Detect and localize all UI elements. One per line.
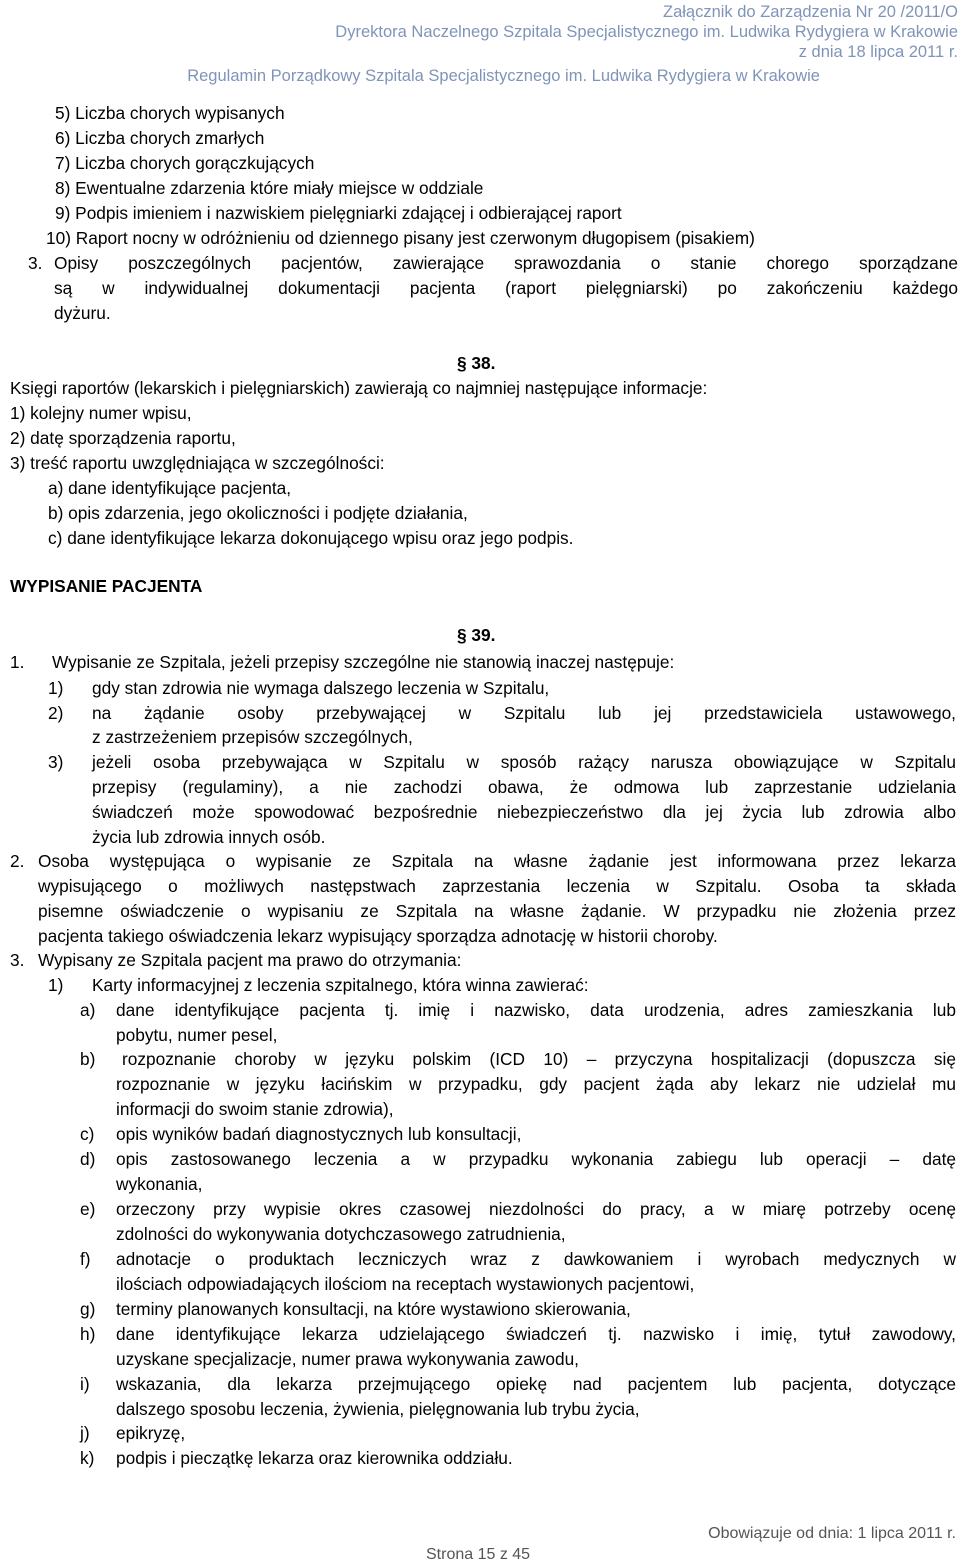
letter-item-text: wykonania, bbox=[116, 1174, 203, 1194]
list-item: 10) Raport nocny w odróżnieniu od dziennego pisany jest czerwonym długopisem (pisakiem) bbox=[46, 228, 755, 248]
paragraph-line: wypisującego o możliwych następstwach zaprzestania leczenia w Szpitalu. Osoba ta składa bbox=[38, 876, 956, 896]
sub-point-text: z zastrzeżeniem przepisów szczególnych, bbox=[92, 727, 413, 747]
letter-item-text: zdolności do wykonywania dotychczasowego zatrudnienia, bbox=[116, 1224, 566, 1244]
letter-item-text: ilościach odpowiadających ilościom na receptach wystawionych pacjentowi, bbox=[116, 1274, 695, 1294]
letter-item-text: dane identyfikujące lekarza udzielającego świadczeń tj. nazwisko i imię, tytuł zawodowy, bbox=[116, 1324, 956, 1344]
letter-item-text: rozpoznanie choroby w języku polskim (ICD 10) – przyczyna hospitalizacji (dopuszcza się bbox=[122, 1049, 956, 1069]
letter-item-text: opis zastosowanego leczenia a w przypadku wykonania zabiegu lub operacji – datę bbox=[116, 1149, 956, 1169]
letter-item-text: pobytu, numer pesel, bbox=[116, 1025, 278, 1045]
letter-item-text: orzeczony przy wypisie okres czasowej niezdolności do pracy, a w miarę potrzeby ocenę bbox=[116, 1199, 956, 1219]
paragraph-line: są w indywidualnej dokumentacji pacjenta (raport pielęgniarski) po zakończeniu każdego bbox=[54, 278, 958, 298]
letter-item-text: dalszego sposobu leczenia, żywienia, pielęgnowania lub trybu życia, bbox=[116, 1399, 640, 1419]
list-item: 5) Liczba chorych wypisanych bbox=[55, 103, 285, 123]
letter-item-marker: i) bbox=[80, 1374, 90, 1394]
letter-item-marker: j) bbox=[80, 1423, 90, 1443]
sub-point-text: życia lub zdrowia innych osób. bbox=[92, 827, 326, 847]
letter-item-marker: g) bbox=[80, 1299, 96, 1319]
header-date-line: z dnia 18 lipca 2011 r. bbox=[798, 43, 958, 61]
point-number: 1. bbox=[10, 652, 25, 672]
section-38-title: § 38. bbox=[457, 353, 496, 373]
point-number: 3. bbox=[10, 950, 25, 970]
letter-item-marker: b) bbox=[80, 1049, 96, 1069]
letter-item-text: dane identyfikujące pacjenta tj. imię i nazwisko, data urodzenia, adres zamieszkania lub bbox=[116, 1000, 956, 1020]
letter-item-text: epikryzę, bbox=[116, 1423, 186, 1443]
sub-point-text: przepisy (regulaminy), a nie zachodzi obawa, że odmowa lub zaprzestanie udzielania bbox=[92, 777, 956, 797]
footer-page-number: Strona 15 z 45 bbox=[426, 1546, 531, 1563]
section-38-intro: Księgi raportów (lekarskich i pielęgniarskich) zawierają co najmniej następujące informacje: bbox=[10, 378, 708, 398]
sub-point-number: 2) bbox=[48, 703, 64, 723]
footer-effective-date: Obowiązuje od dnia: 1 lipca 2011 r. bbox=[708, 1525, 956, 1542]
list-item: 8) Ewentualne zdarzenia które miały miejsce w oddziale bbox=[55, 178, 484, 198]
sub-point-text: na żądanie osoby przebywającej w Szpitalu lub jej przedstawiciela ustawowego, bbox=[92, 703, 956, 723]
letter-item-text: terminy planowanych konsultacji, na które wystawiono skierowania, bbox=[116, 1299, 631, 1319]
list-item: c) dane identyfikujące lekarza dokonującego wpisu oraz jego podpis. bbox=[48, 528, 574, 548]
paragraph-line: pacjenta takiego oświadczenia lekarz wypisujący sporządza adnotację w historii choroby. bbox=[38, 926, 718, 946]
letter-item-marker: k) bbox=[80, 1448, 95, 1468]
letter-item-marker: d) bbox=[80, 1149, 96, 1169]
letter-item-marker: a) bbox=[80, 1000, 96, 1020]
letter-item-marker: h) bbox=[80, 1324, 96, 1344]
paragraph-line: Wypisany ze Szpitala pacjent ma prawo do otrzymania: bbox=[38, 950, 462, 970]
paragraph-line: Osoba występująca o wypisanie ze Szpitala na własne żądanie jest informowana przez lekarza bbox=[38, 851, 956, 871]
list-item: 6) Liczba chorych zmarłych bbox=[55, 128, 265, 148]
sub-point-text: jeżeli osoba przebywająca w Szpitalu w sposób rażący narusza obowiązujące w Szpitalu bbox=[92, 752, 956, 772]
sub-point-text: Karty informacyjnej z leczenia szpitalnego, która winna zawierać: bbox=[92, 975, 589, 995]
letter-item-text: adnotacje o produktach leczniczych wraz z dawkowaniem i wyrobach medycznych w bbox=[116, 1249, 956, 1269]
point-number: 3. bbox=[28, 253, 43, 273]
list-item: 7) Liczba chorych gorączkujących bbox=[55, 153, 315, 173]
list-item: 1) kolejny numer wpisu, bbox=[10, 403, 192, 423]
header-regulation-title: Regulamin Porządkowy Szpitala Specjalistycznego im. Ludwika Rydygiera w Krakowie bbox=[187, 67, 820, 85]
list-item: 9) Podpis imieniem i nazwiskiem pielęgniarki zdającej i odbierającej raport bbox=[55, 203, 622, 223]
paragraph-line: pisemne oświadczenie o wypisaniu ze Szpitala na własne żądanie. W przypadku nie złożenia przez bbox=[38, 901, 956, 921]
list-item: 3) treść raportu uwzględniająca w szczególności: bbox=[10, 453, 385, 473]
header-annex-line: Załącznik do Zarządzenia Nr 20 /2011/O bbox=[662, 3, 958, 21]
letter-item-marker: c) bbox=[80, 1124, 95, 1144]
section-heading: WYPISANIE PACJENTA bbox=[10, 576, 203, 596]
letter-item-marker: e) bbox=[80, 1199, 96, 1219]
letter-item-text: wskazania, dla lekarza przejmującego opiekę nad pacjentem lub pacjenta, dotyczące bbox=[116, 1374, 956, 1394]
sub-point-text: gdy stan zdrowia nie wymaga dalszego leczenia w Szpitalu, bbox=[92, 678, 550, 698]
letter-item-text: uzyskane specjalizacje, numer prawa wykonywania zawodu, bbox=[116, 1349, 579, 1369]
letter-item-text: rozpoznanie w języku łacińskim w przypadku, gdy pacjent żąda aby lekarz nie udzielał mu bbox=[116, 1074, 956, 1094]
letter-item-text: opis wyników badań diagnostycznych lub konsultacji, bbox=[116, 1124, 522, 1144]
header-director-line: Dyrektora Naczelnego Szpitala Specjalistycznego im. Ludwika Rydygiera w Krakowie bbox=[335, 23, 958, 41]
list-item: b) opis zdarzenia, jego okoliczności i podjęte działania, bbox=[48, 503, 468, 523]
paragraph-line: dyżuru. bbox=[54, 303, 111, 323]
section-39-title: § 39. bbox=[457, 625, 496, 645]
list-item: a) dane identyfikujące pacjenta, bbox=[48, 478, 292, 498]
sub-point-number: 1) bbox=[48, 678, 64, 698]
sub-point-number: 3) bbox=[48, 752, 64, 772]
letter-item-marker: f) bbox=[80, 1249, 91, 1269]
point-number: 2. bbox=[10, 851, 25, 871]
paragraph-line: Opisy poszczególnych pacjentów, zawierające sprawozdania o stanie chorego sporządzane bbox=[54, 253, 958, 273]
list-item: 2) datę sporządzenia raportu, bbox=[10, 428, 236, 448]
sub-point-number: 1) bbox=[48, 975, 64, 995]
sub-point-text: świadczeń może spowodować bezpośrednie niebezpieczeństwo dla jej życia lub zdrowia albo bbox=[92, 802, 956, 822]
letter-item-text: informacji do swoim stanie zdrowia), bbox=[116, 1099, 394, 1119]
letter-item-text: podpis i pieczątkę lekarza oraz kierownika oddziału. bbox=[116, 1448, 513, 1468]
paragraph-line: Wypisanie ze Szpitala, jeżeli przepisy szczególne nie stanowią inaczej następuje: bbox=[52, 652, 675, 672]
